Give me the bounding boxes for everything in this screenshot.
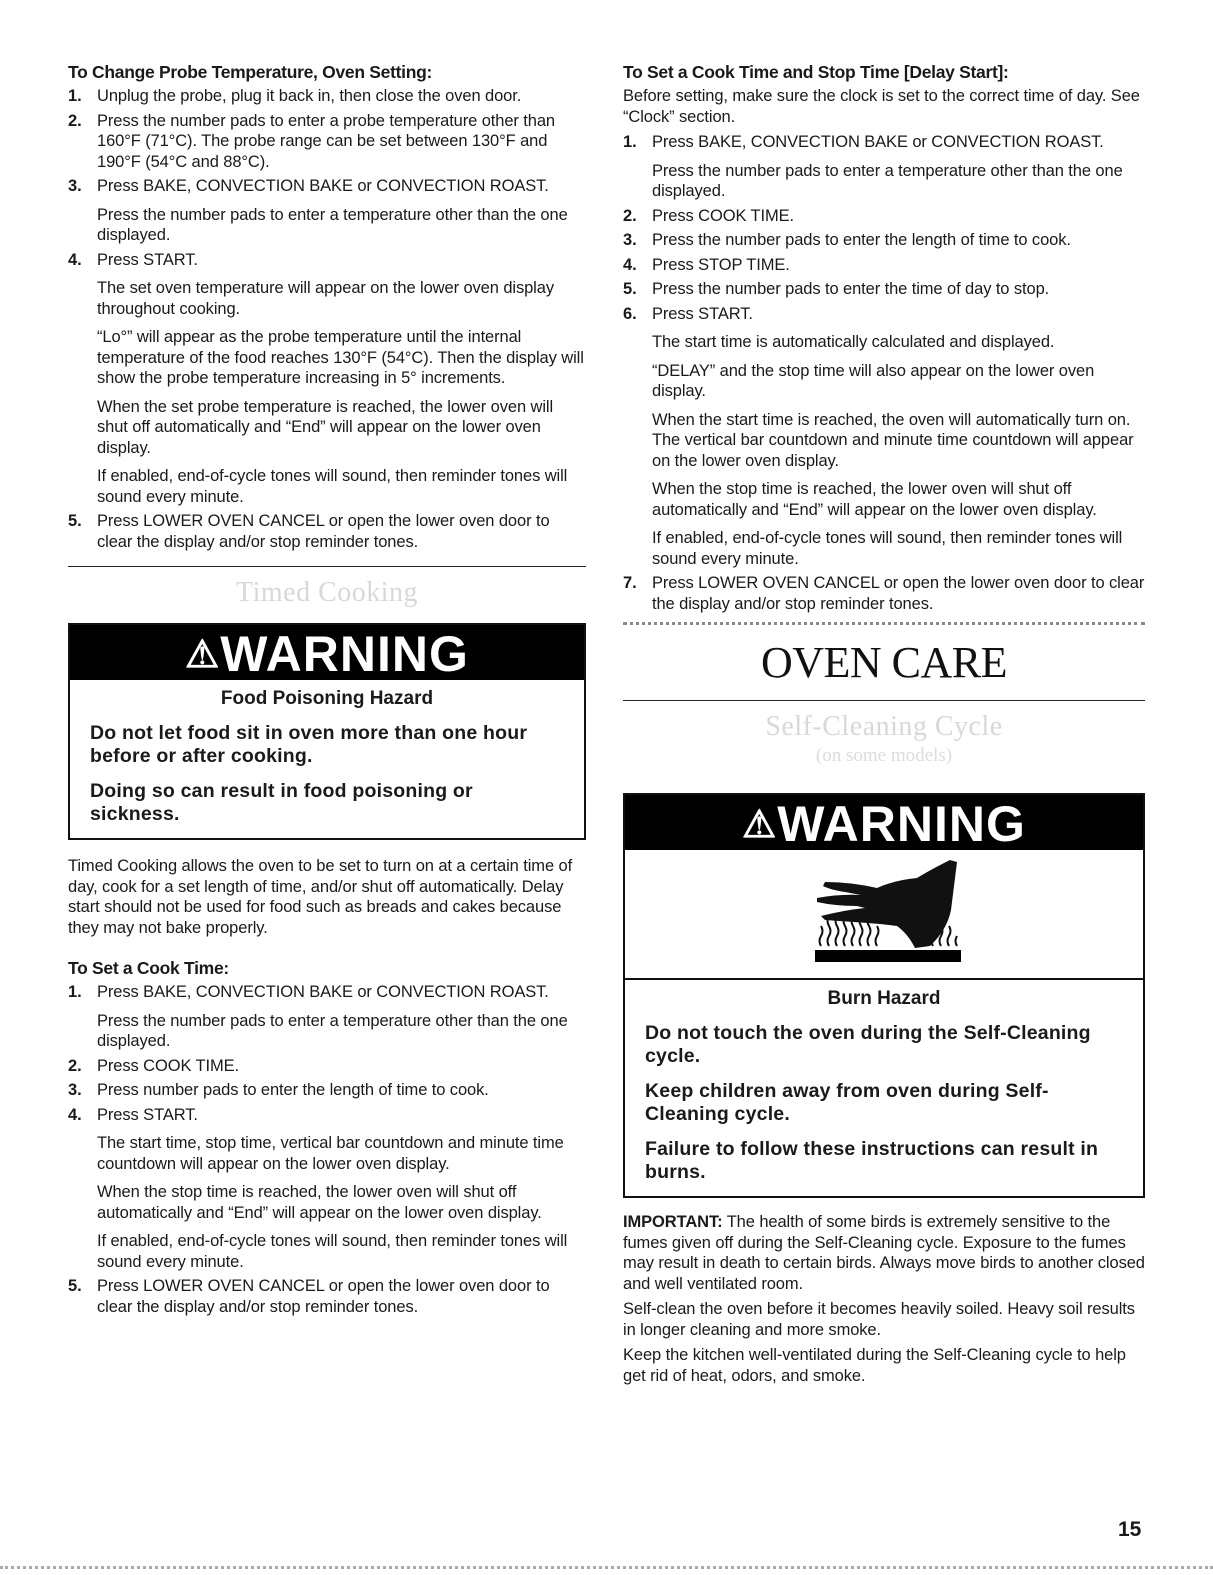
- step-item: [623, 206, 1145, 227]
- timed-intro: Timed Cooking allows the oven to be set to turn on at a certain time of day, cook for a set length of time, and/or shut off automatically. Delay start should not be used for food such as breads and cakes because they may not bake properly.: [68, 857, 573, 937]
- warning-label: WARNING: [777, 796, 1026, 852]
- hazard-title: Burn Hazard: [827, 988, 941, 1009]
- step-number: 2.: [623, 206, 637, 225]
- warning-label: WARNING: [220, 626, 469, 682]
- step-number: 6.: [623, 304, 637, 323]
- step-text: The start time, stop time, vertical bar countdown and minute time countdown will appear on the lower oven display.: [97, 1134, 564, 1173]
- step-item: [623, 573, 1145, 614]
- warning-header: [70, 625, 584, 680]
- warning-body: [625, 980, 1143, 1196]
- important-note: [623, 1212, 1145, 1294]
- step-text: When the start time is reached, the oven will automatically turn on. The vertical bar countdown and minute time countdown will appear on the lower oven display.: [652, 410, 1134, 470]
- step-text: The start time is automatically calculated and displayed.: [652, 333, 1055, 351]
- self-cleaning-subtitle: (on some models): [815, 745, 953, 766]
- step-number: 5.: [68, 512, 82, 530]
- step-text: Press START.: [97, 250, 198, 269]
- step-number: 3.: [68, 1081, 82, 1099]
- delay-start-heading: To Set a Cook Time and Stop Time [Delay Start]:: [623, 62, 1009, 82]
- step-text: Press BAKE, CONVECTION BAKE or CONVECTION ROAST.: [97, 983, 549, 1001]
- step-text: Unplug the probe, plug it back in, then close the oven door.: [97, 87, 522, 105]
- step-text: Press LOWER OVEN CANCEL or open the lower oven door to clear the display and/or stop reminder tones.: [97, 1277, 550, 1316]
- step-text: Press number pads to enter the length of time to cook.: [97, 1081, 489, 1099]
- delay-intro: Before setting, make sure the clock is set to the correct time of day. See “Clock” section.: [623, 87, 1140, 126]
- step-text: Press the number pads to enter a probe temperature other than 160°F (71°C). The probe range can be set between 130°F and 190°F (54°C and 88°C).: [97, 111, 556, 171]
- step-number: 1.: [623, 133, 637, 151]
- step-text: “Lo°” will appear as the probe temperature until the internal temperature of the food reaches 130°F (54°C). Then the display will show the probe temperature increasing in 5° increments.: [97, 328, 584, 387]
- step-number: 1.: [68, 87, 82, 105]
- cook-time-heading: To Set a Cook Time:: [68, 958, 229, 978]
- warning-line: Do not let food sit in oven more than one hour before or after cooking.: [90, 722, 528, 767]
- warning-line: Do not touch the oven during the Self-Cleaning cycle.: [645, 1022, 1091, 1067]
- step-number: 3.: [623, 231, 637, 249]
- step-text: Press BAKE, CONVECTION BAKE or CONVECTION ROAST.: [652, 133, 1104, 151]
- step-number: 5.: [68, 1277, 82, 1295]
- self-clean-paragraph: Self-clean the oven before it becomes heavily soiled. Heavy soil results in longer cleaning and more smoke.: [623, 1300, 1135, 1339]
- warning-line: Failure to follow these instructions can result in burns.: [645, 1138, 1099, 1183]
- important-label: IMPORTANT:: [623, 1213, 723, 1231]
- warning-triangle-icon: ⚠: [742, 804, 778, 846]
- step-number: 2.: [68, 1056, 82, 1075]
- left-column: [68, 62, 586, 1321]
- step-text: Press COOK TIME.: [652, 206, 795, 225]
- step-text: If enabled, end-of-cycle tones will sound, then reminder tones will sound every minute.: [97, 1232, 568, 1271]
- step-text: Press the number pads to enter a temperature other than the one displayed.: [652, 161, 1123, 200]
- step-item: [68, 1056, 586, 1077]
- burn-hazard-pictogram: [625, 850, 1143, 980]
- oven-care-title: OVEN CARE: [760, 638, 1008, 687]
- step-text: Press LOWER OVEN CANCEL or open the lower oven door to clear the display and/or stop reminder tones.: [652, 574, 1145, 613]
- step-text: “DELAY” and the stop time will also appear on the lower oven display.: [652, 361, 1095, 400]
- step-item: [68, 1276, 586, 1317]
- step-text: Press COOK TIME.: [97, 1056, 240, 1075]
- warning-body: [70, 680, 584, 838]
- step-text: The set oven temperature will appear on the lower oven display throughout cooking.: [97, 279, 554, 318]
- step-item: [68, 1105, 586, 1273]
- hand-over-heat-icon: [625, 850, 1145, 978]
- step-text: When the set probe temperature is reached, the lower oven will shut off automatically and “End” will appear on the lower oven display.: [97, 397, 554, 457]
- food-poisoning-warning: [68, 623, 586, 840]
- step-item: [623, 255, 1145, 276]
- step-number: 5.: [623, 280, 637, 298]
- step-item: [623, 304, 1145, 570]
- cook-steps: [68, 982, 586, 1317]
- important-text: The health of some birds is extremely sensitive to the fumes given off during the Self-Cleaning cycle. Exposure to the fumes may result in death to certain birds. Always move birds to another closed and well ventilated room.: [623, 1213, 1145, 1293]
- page-number: 15: [1118, 1518, 1142, 1541]
- self-cleaning-title: Self-Cleaning Cycle: [765, 711, 1003, 742]
- step-number: 1.: [68, 983, 82, 1001]
- step-text: Press START.: [97, 1105, 198, 1124]
- step-text: When the stop time is reached, the lower oven will shut off automatically and “End” will appear on the lower oven display.: [652, 480, 1097, 519]
- step-text: Press BAKE, CONVECTION BAKE or CONVECTION ROAST.: [97, 177, 549, 195]
- right-column: [623, 62, 1145, 1386]
- probe-steps: [68, 86, 586, 552]
- step-number: 4.: [623, 255, 637, 274]
- step-text: Press the number pads to enter the time of day to stop.: [652, 280, 1050, 298]
- step-item: [623, 132, 1145, 202]
- step-item: [623, 230, 1145, 251]
- step-item: [68, 176, 586, 246]
- step-text: Press the number pads to enter the length of time to cook.: [652, 231, 1071, 249]
- step-text: Press the number pads to enter a temperature other than the one displayed.: [97, 205, 568, 244]
- step-item: [68, 86, 586, 107]
- step-item: [68, 111, 586, 173]
- step-number: 4.: [68, 1105, 82, 1124]
- probe-heading: To Change Probe Temperature, Oven Setting:: [68, 62, 433, 82]
- delay-steps: [623, 132, 1145, 614]
- step-text: Press the number pads to enter a temperature other than the one displayed.: [97, 1011, 568, 1050]
- step-text: Press STOP TIME.: [652, 255, 790, 274]
- step-text: Press LOWER OVEN CANCEL or open the lower oven door to clear the display and/or stop reminder tones.: [97, 512, 550, 551]
- step-item: [68, 511, 586, 552]
- warning-triangle-icon: ⚠: [185, 634, 221, 676]
- self-clean-paragraph: Keep the kitchen well-ventilated during the Self-Cleaning cycle to help get rid of heat, odors, and smoke.: [623, 1346, 1126, 1385]
- step-number: 7.: [623, 574, 637, 592]
- burn-warning: [623, 793, 1145, 1198]
- step-number: 4.: [68, 250, 82, 269]
- step-item: [68, 1080, 586, 1101]
- warning-line: Doing so can result in food poisoning or sickness.: [90, 780, 473, 825]
- step-text: If enabled, end-of-cycle tones will sound, then reminder tones will sound every minute.: [652, 529, 1123, 568]
- hazard-title: Food Poisoning Hazard: [220, 688, 434, 709]
- step-text: If enabled, end-of-cycle tones will sound, then reminder tones will sound every minute.: [97, 467, 568, 506]
- step-item: [68, 982, 586, 1052]
- step-text: When the stop time is reached, the lower oven will shut off automatically and “End” will appear on the lower oven display.: [97, 1183, 542, 1222]
- step-number: 2.: [68, 111, 82, 130]
- warning-line: Keep children away from oven during Self-Cleaning cycle.: [645, 1080, 1049, 1125]
- step-number: 3.: [68, 177, 82, 195]
- timed-cooking-title: Timed Cooking: [235, 577, 419, 608]
- step-item: [623, 279, 1145, 300]
- bottom-border: [0, 1566, 1213, 1569]
- step-item: [68, 250, 586, 508]
- warning-header: [625, 795, 1143, 850]
- step-text: Press START.: [652, 304, 753, 323]
